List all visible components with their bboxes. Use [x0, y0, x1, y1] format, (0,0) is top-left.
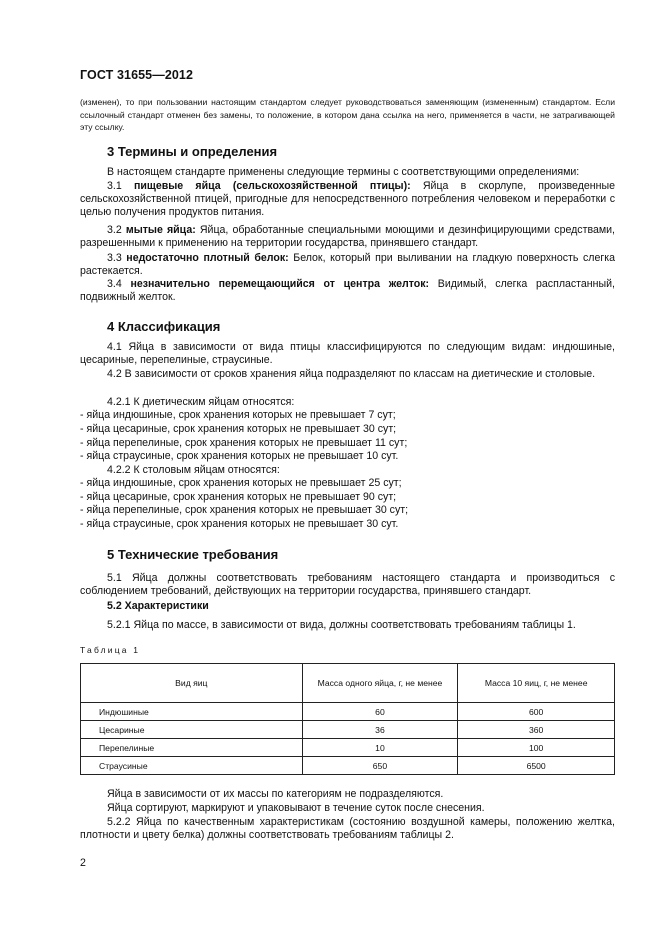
column-header: Масса 10 яиц, г, не менее — [458, 664, 615, 703]
diet-item: - яйца цесариные, срок хранения которых не превышает 30 сут; — [80, 423, 397, 435]
table-cell: 60 — [302, 703, 458, 721]
table-egg-item: - яйца индюшиные, срок хранения которых не превышает 25 сут; — [80, 477, 402, 489]
term-3-3 — [80, 252, 615, 278]
table-cell: 360 — [458, 721, 615, 739]
table-caption: Таблица 1 — [80, 645, 141, 655]
table-cell: 10 — [302, 739, 458, 757]
term-number: 3.3 — [107, 252, 122, 264]
term-name: мытые яйца: — [125, 224, 196, 236]
section-4-title: 4 Классификация — [107, 319, 221, 334]
page-number: 2 — [80, 857, 86, 869]
term-name: пищевые яйца (сельскохозяйственной птицы): — [133, 180, 411, 192]
term-definition: Белок, который при выливании на гладкую поверхность слегка растекается. — [80, 252, 615, 277]
term-definition: Видимый, слегка распластанный, подвижный желток. — [80, 278, 615, 303]
table-1 — [80, 663, 615, 775]
paragraph-4-2-1: 4.2.1 К диетическим яйцам относятся: — [107, 396, 295, 408]
term-number: 3.2 — [107, 224, 122, 236]
table-cell: Страусиные — [81, 757, 303, 775]
table-cell: 650 — [302, 757, 458, 775]
term-number: 3.1 — [107, 180, 122, 192]
term-name: незначительно перемещающийся от центра желток: — [130, 278, 430, 290]
term-number: 3.4 — [107, 278, 122, 290]
table-cell: Индюшиные — [81, 703, 303, 721]
paragraph-4-2-2: 4.2.2 К столовым яйцам относятся: — [107, 464, 280, 476]
diet-item: - яйца перепелиные, срок хранения которых не превышает 11 сут; — [80, 437, 408, 449]
term-definition: Яйца в скорлупе, произведенные сельскохозяйственной птицей, пригодные для непосредственного потребления человеком и переработки с целью получения продуктов питания. — [80, 180, 615, 218]
paragraph-4-2: 4.2 В зависимости от сроков хранения яйца подразделяют по классам на диетические и столовые. — [107, 368, 596, 380]
table-cell: Перепелиные — [81, 739, 303, 757]
section-3-title: 3 Термины и определения — [107, 144, 278, 159]
paragraph-4-1: 4.1 Яйца в зависимости от вида птицы классифицируются по следующим видам: индюшиные, цесариные, перепелиные, страусиные. — [80, 341, 615, 366]
term-name: недостаточно плотный белок: — [126, 252, 289, 264]
diet-item: - яйца страусиные, срок хранения которых не превышает 10 сут. — [80, 450, 399, 462]
table-cell: Цесариные — [81, 721, 303, 739]
column-header: Вид яиц — [81, 664, 303, 703]
table-cell: 600 — [458, 703, 615, 721]
table-header-row — [81, 664, 615, 703]
table-row — [81, 721, 615, 739]
diet-item: - яйца индюшиные, срок хранения которых не превышает 7 сут; — [80, 409, 396, 421]
intro-paragraph: (изменен), то при пользовании настоящим стандартом следует руководствоваться заменяющим (измененным) стандартом. Если ссылочный стандарт отменен без замены, то положение, в котором дана ссылка на него, применяется в части, не затрагивающей эту ссылку. — [80, 97, 615, 132]
section-3-lead: В настоящем стандарте применены следующие термины с соответствующими определениями: — [107, 166, 580, 178]
term-definition: Яйца, обработанные специальными моющими и дезинфицирующими средствами, разрешенными к применению на территории государства, принявшего стандарт. — [80, 224, 616, 249]
note-sorting: Яйца сортируют, маркируют и упаковывают в течение суток после снесения. — [107, 802, 485, 814]
document-header: ГОСТ 31655—2012 — [80, 68, 194, 82]
table-cell: 100 — [458, 739, 615, 757]
table-row — [81, 703, 615, 721]
table-cell: 6500 — [458, 757, 615, 775]
section-5-title: 5 Технические требования — [107, 547, 279, 562]
paragraph-5-2-1: 5.2.1 Яйца по массе, в зависимости от вида, должны соответствовать требованиям таблицы 1. — [107, 619, 576, 631]
table-egg-item: - яйца страусиные, срок хранения которых не превышает 30 сут. — [80, 518, 399, 530]
note-mass-categories: Яйца в зависимости от их массы по категориям не подразделяются. — [107, 788, 444, 800]
column-header: Масса одного яйца, г, не менее — [302, 664, 458, 703]
heading-5-2: 5.2 Характеристики — [107, 600, 209, 612]
term-3-2 — [80, 224, 615, 250]
table-row — [81, 757, 615, 775]
table-egg-item: - яйца цесариные, срок хранения которых не превышает 90 сут; — [80, 491, 397, 503]
term-3-1 — [80, 180, 615, 219]
paragraph-5-2-2: 5.2.2 Яйца по качественным характеристикам (состоянию воздушной камеры, положению желтка, плотности и цвету белка) должны соответствовать требованиям таблицы 2. — [80, 816, 615, 841]
table-cell: 36 — [302, 721, 458, 739]
table-egg-item: - яйца перепелиные, срок хранения которых не превышает 30 сут; — [80, 504, 409, 516]
table-row — [81, 739, 615, 757]
paragraph-5-1: 5.1 Яйца должны соответствовать требованиям настоящего стандарта и производиться с соблюдением требований, действующих на территории государства, принявшего стандарт. — [80, 572, 615, 597]
term-3-4 — [80, 278, 615, 304]
